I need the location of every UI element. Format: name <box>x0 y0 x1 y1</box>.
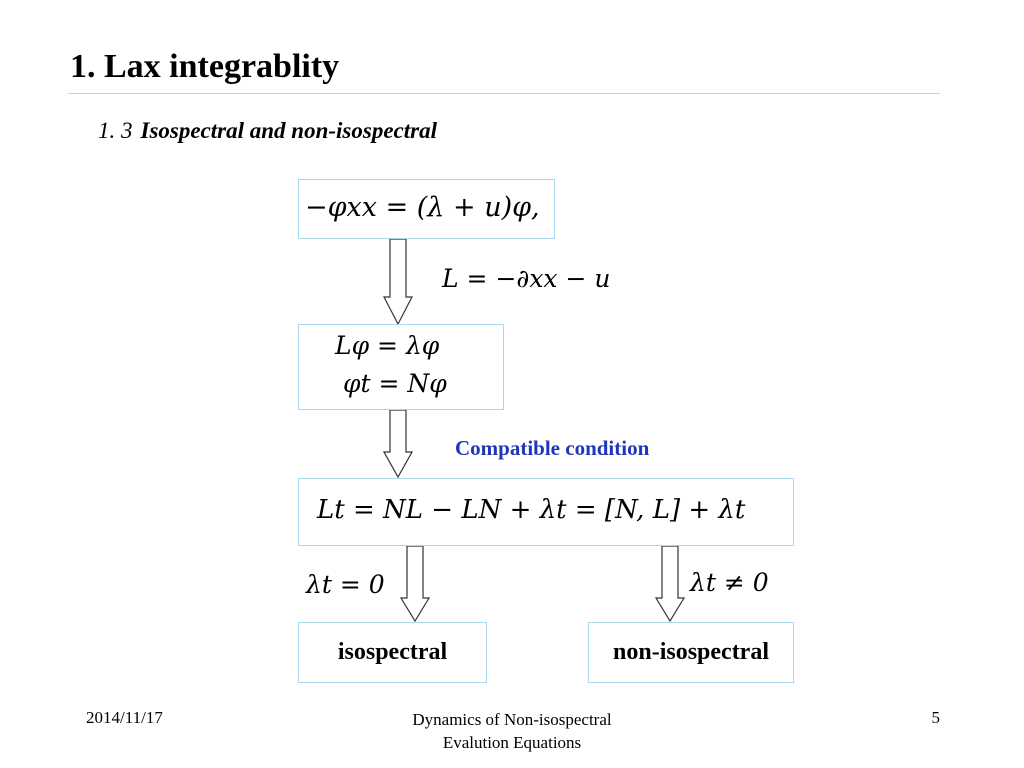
down-arrow-icon <box>400 546 430 622</box>
title-divider <box>68 93 940 94</box>
compatible-condition-label: Compatible condition <box>455 436 650 460</box>
down-arrow-icon <box>383 410 413 478</box>
footer-title-line1: Dynamics of Non-isospectral <box>412 710 612 729</box>
footer-date: 2014/11/17 <box>86 708 163 727</box>
non-isospectral-condition: λt ≠ 0 <box>690 568 769 597</box>
section-subtitle <box>98 118 437 144</box>
spectral-problem-equation: Lφ = λφ <box>335 331 440 360</box>
subtitle-number: 1. 3 <box>98 118 133 143</box>
footer-title <box>362 708 662 754</box>
isospectral-box <box>298 622 487 683</box>
slide-title: 1. Lax integrablity <box>70 48 340 85</box>
lax-pair-box <box>298 324 504 410</box>
lax-operator-L: L = −∂xx − u <box>442 264 611 293</box>
schrodinger-equation-box <box>298 179 555 239</box>
compatibility-equation-box <box>298 478 794 546</box>
time-evolution-equation: φt = Nφ <box>343 369 447 398</box>
subtitle-text: Isospectral and non-isospectral <box>140 118 437 143</box>
isospectral-label: isospectral <box>337 639 448 665</box>
footer-title-line2: Evalution Equations <box>442 733 582 752</box>
non-isospectral-label: non-isospectral <box>613 639 769 665</box>
page-number: 5 <box>931 708 940 727</box>
schrodinger-equation: −φxx = (λ + u)φ, <box>305 192 540 223</box>
down-arrow-icon <box>655 546 685 622</box>
down-arrow-icon <box>383 239 413 325</box>
isospectral-condition: λt = 0 <box>306 570 385 599</box>
non-isospectral-box <box>588 622 794 683</box>
compatibility-equation: Lt = NL − LN + λt = [N, L] + λt <box>317 495 746 525</box>
